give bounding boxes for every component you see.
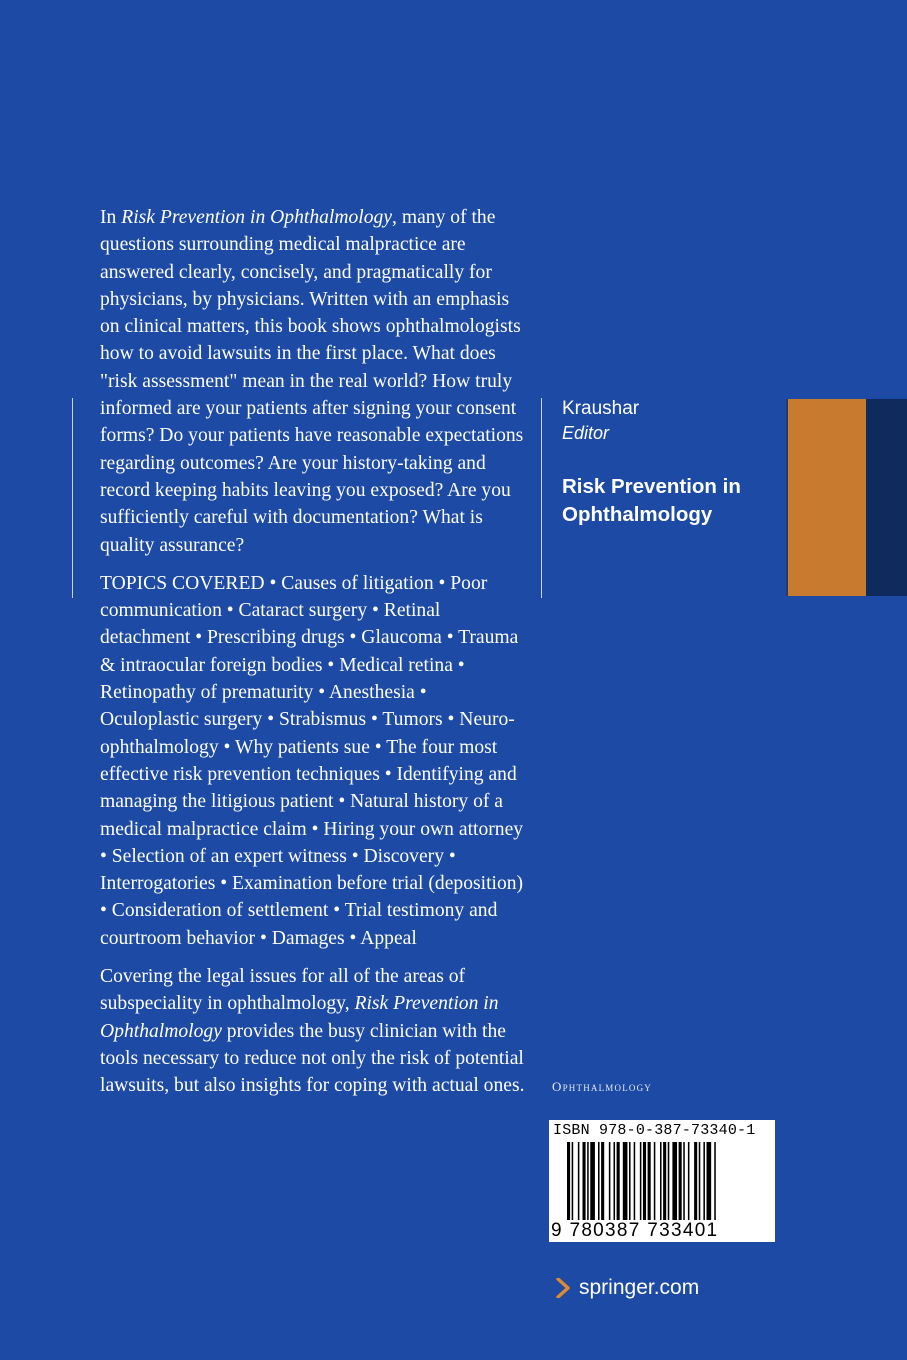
orange-spine-stripe [786,399,868,596]
book-title: Risk Prevention in Ophthalmology [562,475,741,526]
center-divider-line [541,398,542,598]
barcode-bar [707,1142,712,1220]
publisher-url: springer.com [579,1276,700,1299]
barcode-bar [714,1142,716,1220]
barcode-bar [587,1142,589,1220]
book-title-italic: Risk Prevention in Ophthalmology [121,207,393,228]
barcode-bar [583,1142,586,1220]
barcode-bar [643,1142,646,1220]
isbn-label: ISBN 978-0-387-73340-1 [553,1122,756,1139]
topics-paragraph: TOPICS COVERED • Causes of litigation • Poor communication • Cataract surgery • Retinal detachment • Prescribing drugs • Glaucoma • Trauma & intraocular foreign bodies • Medical retina • Retinopathy of prematurity • Anesthesia • Oculoplastic surgery • Strabismus • Tumors • Neuro-ophthalmology • Why patients sue • The four most effective risk prevention techniques • Identifying and managing the litigious patient • Natural history of a medical malpractice claim • Hiring your own attorney • Selection of an expert witness • Discovery • Interrogatories • Examination before trial (deposition) • Consideration of settlement • Trial testimony and courtroom behavior • Damages • Appeal [100,572,524,949]
category-label: Ophthalmology [552,1079,652,1094]
navy-spine-stripe [866,399,907,596]
barcode-bar [572,1142,574,1220]
barcode-bar [648,1142,651,1220]
barcode-bars [567,1142,763,1220]
description-text [100,204,530,1111]
barcode-bar [668,1142,670,1220]
barcode-bar [614,1142,616,1220]
barcode-bar [601,1142,604,1220]
closing-paragraph: Covering the legal issues for all of the areas of subspeciality in ophthalmology, Risk Prevention in Ophthalmology provides the busy clinician with the tools necessary to reduce not only the risk of potential lawsuits, but also insights for coping with actual ones. [100,966,525,1097]
barcode-bar [694,1142,697,1220]
barcode-bar [623,1142,628,1220]
author-title-block [562,396,792,529]
barcode-bar [598,1142,600,1220]
barcode-bar [609,1142,611,1220]
barcode-panel [549,1120,775,1242]
barcode-bar [617,1142,620,1220]
left-divider-line [72,398,73,598]
book-title-italic: Risk Prevention in Ophthalmology [100,993,499,1042]
chevron-right-icon [556,1278,570,1298]
barcode-bar [688,1142,690,1220]
barcode-bar [672,1142,677,1220]
barcode-bar [654,1142,656,1220]
barcode-bar [703,1142,705,1220]
barcode-bar [660,1142,662,1220]
barcode-bar [640,1142,642,1220]
intro-paragraph: In Risk Prevention in Ophthalmology, many of the questions surrounding medical malpractice are answered clearly, concisely, and pragmatically for physicians, by physicians. Written with an emphasis on clinical matters, this book shows ophthalmologists how to avoid lawsuits in the first place. What does "risk assessment" mean in the real world? How truly informed are your patients after signing your consent forms? Do your patients have reasonable expectations regarding outcomes? Are your history-taking and record keeping habits leaving you exposed? Are you sufficiently careful with documentation? What is quality assurance? [100,207,524,556]
barcode-bar [567,1142,570,1220]
barcode-bar [578,1142,580,1220]
editor-label: Editor [562,423,610,443]
author-name: Kraushar [562,398,640,419]
barcode-bar [679,1142,682,1220]
barcode-bar [663,1142,666,1220]
barcode-bar [699,1142,701,1220]
barcode-digits: 9 780387 733401 [551,1220,719,1241]
barcode-bar [629,1142,631,1220]
barcode-bar [634,1142,636,1220]
barcode-bar [683,1142,685,1220]
publisher-link[interactable] [556,1276,699,1300]
barcode-bar [590,1142,595,1220]
